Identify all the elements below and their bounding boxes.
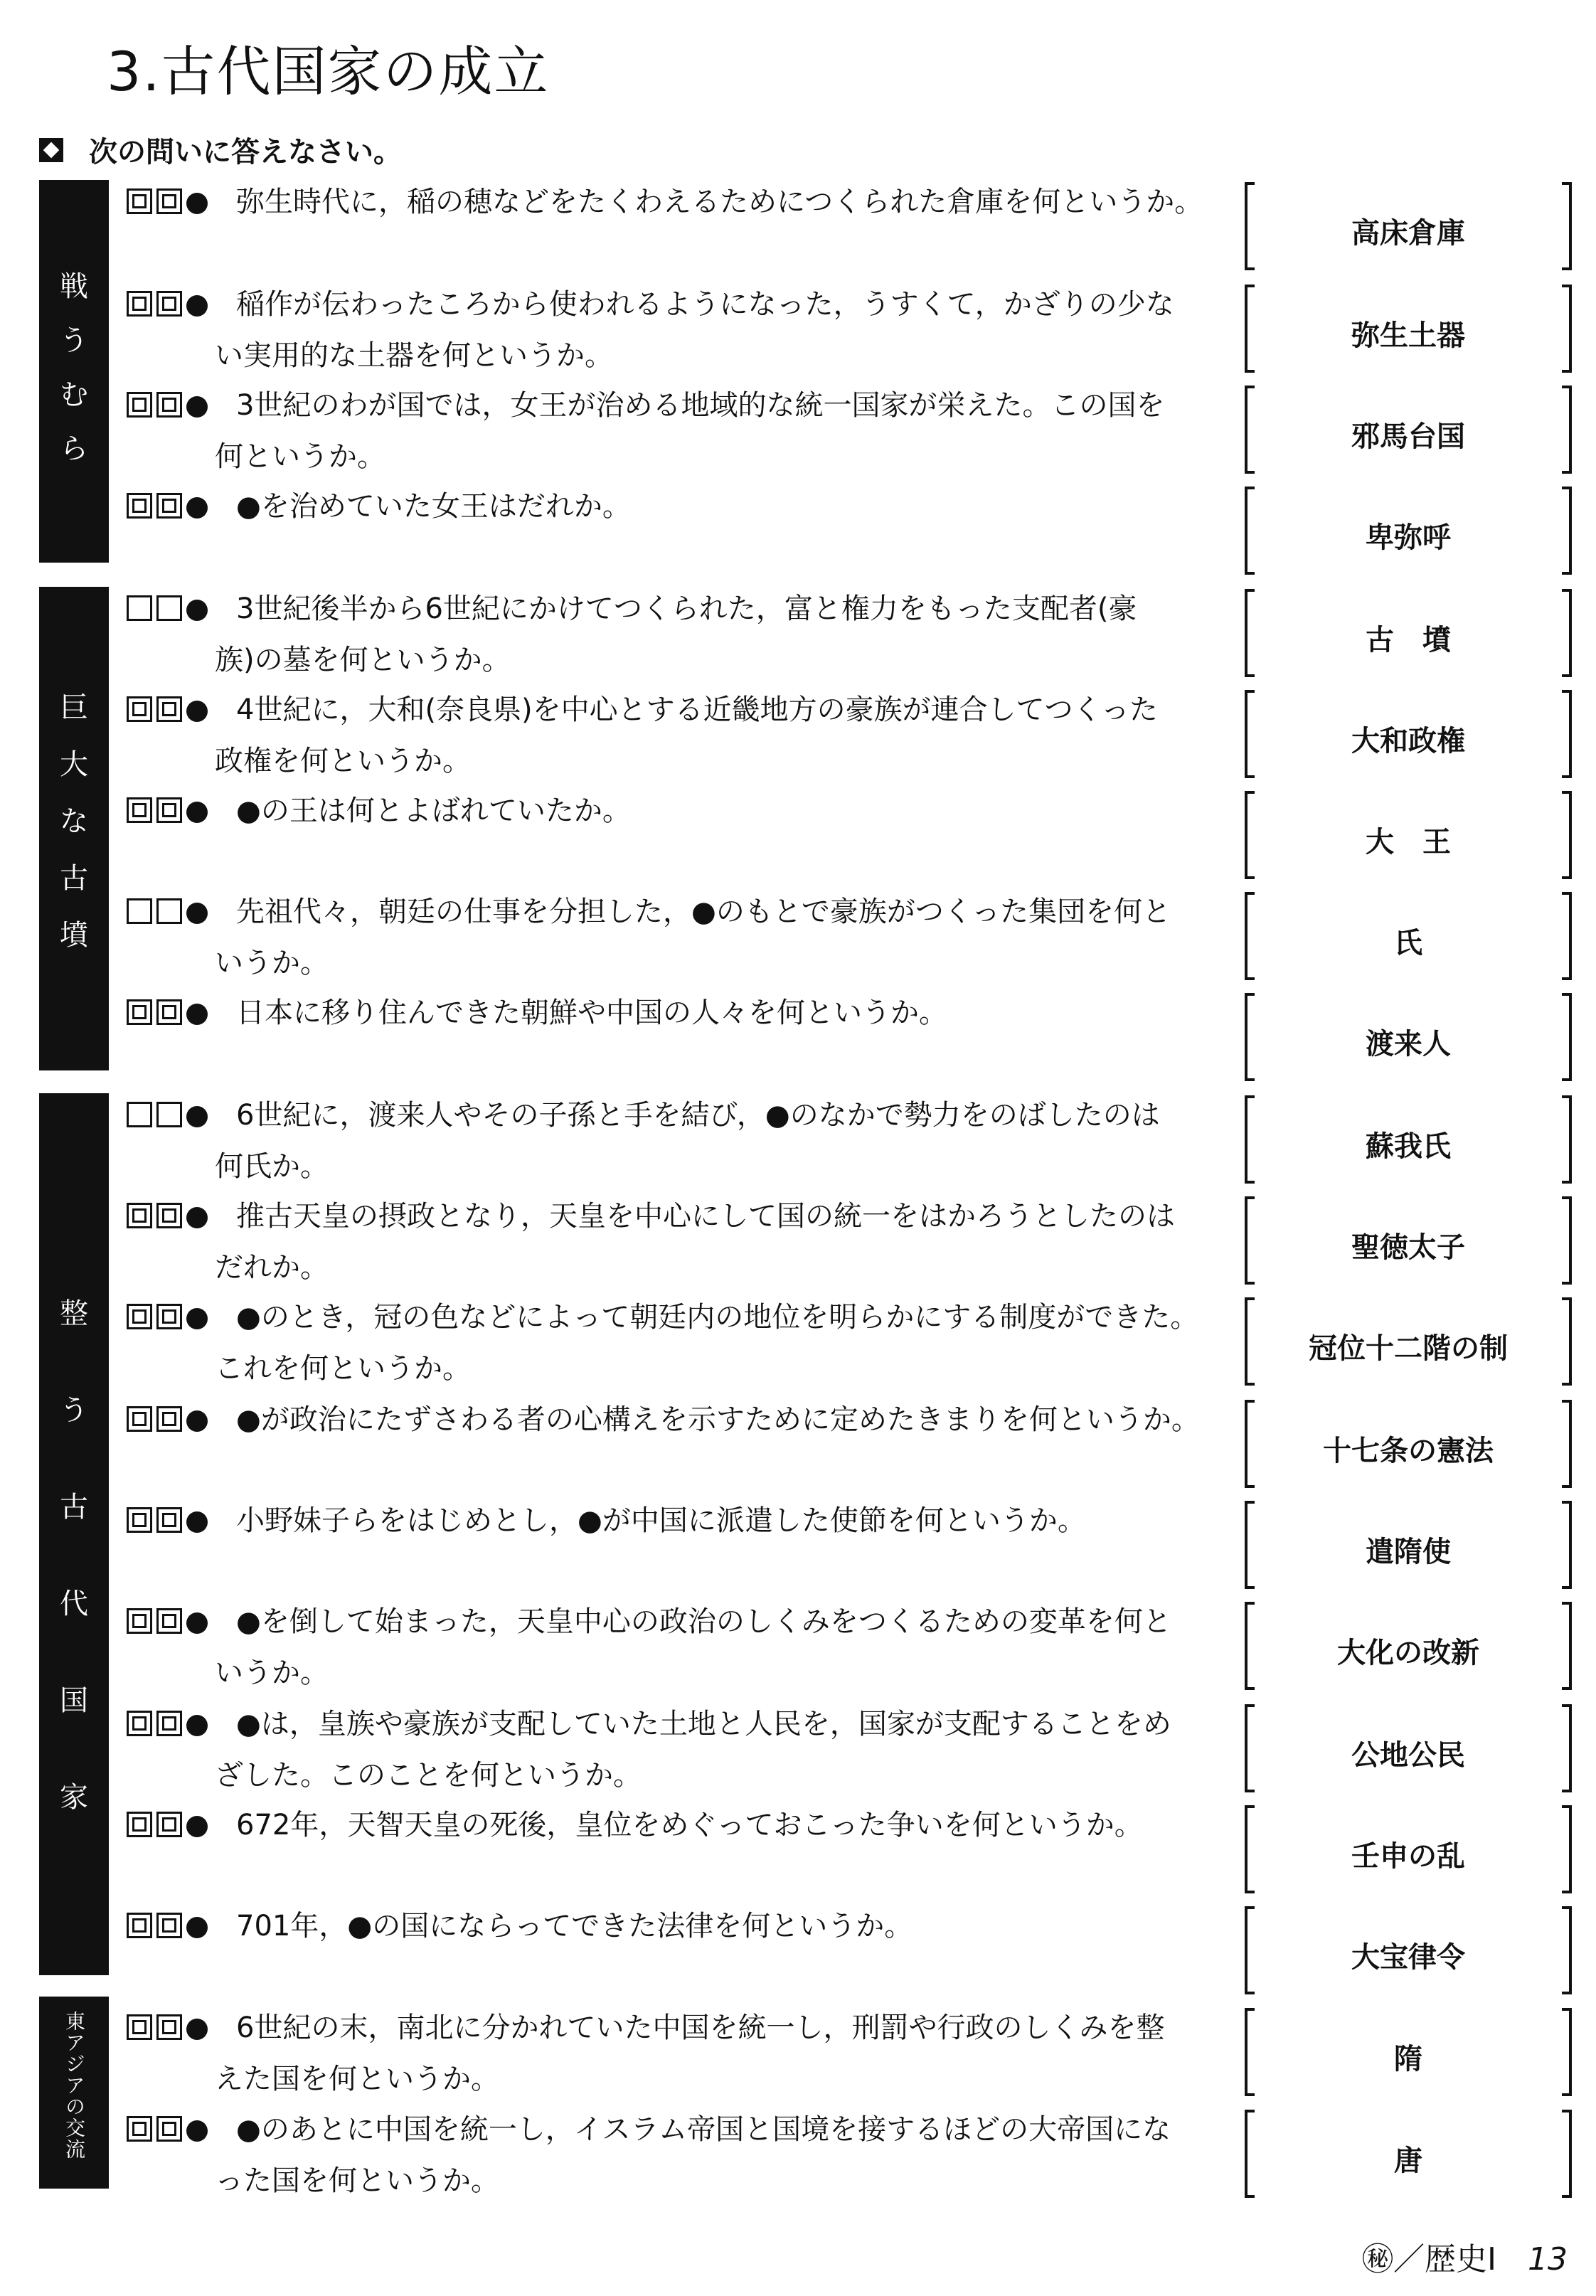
bracket-right: [1562, 386, 1572, 474]
answer-text: 隋: [1394, 2043, 1422, 2076]
checkbox-icon[interactable]: [156, 2116, 182, 2142]
question-text-continued: 何というか。: [215, 440, 385, 473]
question-7: [127, 785, 1243, 836]
question-14: [127, 1495, 1243, 1546]
answer-15: [1245, 1602, 1572, 1690]
answer-5: [1245, 589, 1572, 677]
bullet-icon: [186, 1106, 208, 1127]
question-15: [127, 1596, 1243, 1699]
question-text-continued: 族)の墓を何というか。: [215, 644, 511, 676]
answer-text: 蘇我氏: [1366, 1130, 1451, 1163]
question-3: [127, 380, 1243, 482]
checkbox-icon[interactable]: [156, 595, 182, 621]
checkbox-icon[interactable]: [156, 493, 182, 519]
checkbox-icon[interactable]: [156, 392, 182, 418]
answer-7: [1245, 791, 1572, 879]
question-text: 先祖代々，朝廷の仕事を分担した，●のもとで豪族がつくった集団を何と: [236, 895, 1171, 928]
answer-text: 大化の改新: [1337, 1637, 1479, 1669]
answer-17: [1245, 1805, 1572, 1893]
bracket-right: [1562, 1400, 1572, 1488]
question-16: [127, 1699, 1243, 1801]
bullet-icon: [186, 1917, 208, 1938]
checkbox-icon[interactable]: [127, 2014, 152, 2040]
question-8: [127, 886, 1243, 989]
answer-text: 唐: [1394, 2144, 1422, 2177]
answer-11: [1245, 1196, 1572, 1285]
answer-3: [1245, 386, 1572, 474]
question-text: 701年，●の国にならってできた法律を何というか。: [236, 1910, 913, 1942]
answer-text: 氏: [1394, 927, 1422, 960]
question-19: [127, 2002, 1243, 2105]
answer-18: [1245, 1906, 1572, 1994]
checkbox-icon[interactable]: [127, 392, 152, 418]
answer-20: [1245, 2110, 1572, 2198]
section-bar-1: 戦 う む ら: [39, 180, 109, 563]
bracket-right: [1562, 1095, 1572, 1184]
question-13: [127, 1394, 1243, 1445]
answer-text: 卑弥呼: [1366, 521, 1451, 554]
question-text: 3世紀後半から6世紀にかけてつくられた，富と権力をもった支配者(豪: [236, 592, 1137, 625]
question-text-continued: だれか。: [215, 1251, 329, 1284]
checkbox-icon[interactable]: [156, 291, 182, 317]
question-2: [127, 279, 1243, 381]
answer-14: [1245, 1501, 1572, 1589]
question-text-continued: 政権を何というか。: [215, 745, 471, 777]
answer-9: [1245, 993, 1572, 1081]
checkbox-icon[interactable]: [156, 1812, 182, 1837]
checkbox-icon[interactable]: [127, 1812, 152, 1837]
question-text-continued: い実用的な土器を何というか。: [215, 339, 613, 372]
bullet-icon: [186, 1207, 208, 1228]
question-17: [127, 1800, 1243, 1851]
checkbox-icon[interactable]: [156, 1507, 182, 1533]
answer-text: 大宝律令: [1351, 1941, 1465, 1974]
bracket-right: [1562, 1704, 1572, 1792]
checkbox-icon[interactable]: [127, 898, 152, 924]
answer-8: [1245, 892, 1572, 980]
answer-10: [1245, 1095, 1572, 1184]
question-text: ●のあとに中国を統一し，イスラム帝国と国境を接するほどの大帝国にな: [236, 2113, 1171, 2146]
section-bar-2: 巨 大 な 古 墳: [39, 587, 109, 1070]
question-20: [127, 2104, 1243, 2206]
answer-text: 十七条の憲法: [1323, 1435, 1494, 1467]
checkbox-icon[interactable]: [127, 291, 152, 317]
question-text-continued: いうか。: [215, 947, 329, 979]
checkbox-icon[interactable]: [156, 999, 182, 1025]
bullet-icon: [186, 1511, 208, 1533]
question-12: [127, 1292, 1243, 1394]
question-text: 弥生時代に，稲の穂などをたくわえるためにつくられた倉庫を何というか。: [236, 186, 1203, 218]
bracket-right: [1562, 1196, 1572, 1285]
answer-text: 渡来人: [1366, 1028, 1451, 1061]
question-text: 3世紀のわが国では，女王が治める地域的な統一国家が栄えた。この国を: [236, 389, 1165, 422]
checkbox-icon[interactable]: [127, 2116, 152, 2142]
question-11: [127, 1191, 1243, 1293]
checkbox-icon[interactable]: [127, 595, 152, 621]
answer-1: [1245, 182, 1572, 270]
bracket-right: [1562, 285, 1572, 373]
question-text: ●を倒して始まった，天皇中心の政治のしくみをつくるための変革を何と: [236, 1605, 1171, 1638]
bullet-icon: [186, 903, 208, 924]
checkbox-icon[interactable]: [127, 1203, 152, 1228]
question-text-continued: えた国を何というか。: [215, 2063, 499, 2095]
question-text-continued: 何氏か。: [215, 1150, 329, 1183]
bracket-right: [1562, 2110, 1572, 2198]
bullet-icon: [186, 701, 208, 722]
bracket-right: [1562, 2008, 1572, 2096]
bullet-icon: [186, 2120, 208, 2142]
answer-text: 古 墳: [1366, 624, 1451, 657]
instruction: [39, 129, 402, 170]
section-bar-4: 東アジアの交流: [39, 1997, 109, 2189]
answer-13: [1245, 1400, 1572, 1488]
answer-4: [1245, 487, 1572, 575]
bracket-right: [1562, 690, 1572, 778]
checkbox-icon[interactable]: [156, 1406, 182, 1432]
question-text: 稲作が伝わったころから使われるようになった，うすくて，かざりの少な: [236, 288, 1174, 321]
bracket-right: [1562, 182, 1572, 270]
bracket-right: [1562, 1906, 1572, 1994]
checkbox-icon[interactable]: [156, 797, 182, 823]
bullet-icon: [186, 1308, 208, 1329]
bracket-right: [1562, 487, 1572, 575]
checkbox-icon[interactable]: [127, 493, 152, 519]
checkbox-icon[interactable]: [127, 1507, 152, 1533]
question-text: 672年，天智天皇の死後，皇位をめぐっておこった争いを何というか。: [236, 1809, 1143, 1841]
instruction-text: 次の問いに答えなさい。: [89, 136, 402, 169]
checkbox-icon[interactable]: [156, 696, 182, 722]
checkbox-icon[interactable]: [127, 1913, 152, 1938]
bullet-icon: [186, 802, 208, 823]
bracket-right: [1562, 1501, 1572, 1589]
checkbox-icon[interactable]: [127, 999, 152, 1025]
question-5: [127, 583, 1243, 686]
question-text: 推古天皇の摂政となり，天皇を中心にして国の統一をはかろうとしたのは: [236, 1200, 1175, 1233]
answer-text: 冠位十二階の制: [1309, 1332, 1508, 1365]
bullet-icon: [186, 193, 208, 214]
checkbox-icon[interactable]: [156, 1203, 182, 1228]
bracket-right: [1562, 993, 1572, 1081]
bracket-right: [1562, 791, 1572, 879]
checkbox-icon[interactable]: [156, 1711, 182, 1736]
question-text: ●のとき，冠の色などによって朝廷内の地位を明らかにする制度ができた。: [236, 1301, 1199, 1334]
page-title: 3.古代国家の成立: [107, 40, 550, 103]
question-text-continued: ざした。このことを何というか。: [215, 1759, 642, 1792]
question-6: [127, 684, 1243, 787]
bracket-right: [1562, 892, 1572, 980]
checkbox-icon[interactable]: [127, 1608, 152, 1634]
bullet-icon: [186, 2019, 208, 2040]
page-number: 13: [1528, 2241, 1568, 2278]
checkbox-icon[interactable]: [156, 898, 182, 924]
page-footer: [1362, 2233, 1568, 2279]
question-text: ●を治めていた女王はだれか。: [236, 490, 631, 523]
bullet-icon: [186, 1612, 208, 1634]
footer-publisher: ㊙／歴史Ⅰ: [1362, 2241, 1496, 2278]
checkbox-icon[interactable]: [127, 797, 152, 823]
question-10: [127, 1090, 1243, 1192]
checkbox-icon[interactable]: [127, 1711, 152, 1736]
bullet-icon: [186, 1715, 208, 1736]
question-text: ●が政治にたずさわる者の心構えを示すために定めたきまりを何というか。: [236, 1403, 1200, 1436]
answer-19: [1245, 2008, 1572, 2096]
question-text: 6世紀に，渡来人やその子孫と手を結び，●のなかで勢力をのばしたのは: [236, 1099, 1160, 1132]
bracket-right: [1562, 1297, 1572, 1386]
bullet-icon: [186, 1004, 208, 1025]
bullet-icon: [186, 295, 208, 317]
answer-text: 聖徳太子: [1351, 1231, 1465, 1264]
answer-text: 弥生土器: [1351, 319, 1465, 352]
question-1: [127, 176, 1243, 228]
answer-16: [1245, 1704, 1572, 1792]
checkbox-icon[interactable]: [156, 2014, 182, 2040]
bracket-right: [1562, 589, 1572, 677]
checkbox-icon[interactable]: [156, 188, 182, 214]
answer-text: 大 王: [1366, 826, 1451, 859]
diamond-box-icon: [39, 138, 63, 162]
bracket-right: [1562, 1602, 1572, 1690]
question-18: [127, 1901, 1243, 1952]
answer-text: 壬申の乱: [1351, 1840, 1465, 1873]
answer-12: [1245, 1297, 1572, 1386]
checkbox-icon[interactable]: [127, 1304, 152, 1329]
question-text: 4世紀に，大和(奈良県)を中心とする近畿地方の豪族が連合してつくった: [236, 693, 1158, 726]
question-text-continued: これを何というか。: [215, 1352, 471, 1385]
question-text: 小野妹子らをはじめとし，●が中国に派遣した使節を何というか。: [236, 1504, 1086, 1537]
bullet-icon: [186, 396, 208, 418]
section-bar-3: 整 う 古 代 国 家: [39, 1093, 109, 1975]
question-4: [127, 481, 1243, 532]
checkbox-icon[interactable]: [156, 1913, 182, 1938]
checkbox-icon[interactable]: [127, 188, 152, 214]
answer-text: 邪馬台国: [1351, 420, 1465, 453]
question-text: 6世紀の末，南北に分かれていた中国を統一し，刑罰や行政のしくみを整: [236, 2011, 1165, 2044]
bracket-right: [1562, 1805, 1572, 1893]
checkbox-icon[interactable]: [127, 1406, 152, 1432]
checkbox-icon[interactable]: [156, 1304, 182, 1329]
question-text-continued: いうか。: [215, 1657, 329, 1689]
answer-text: 遣隋使: [1366, 1536, 1451, 1568]
question-text-continued: った国を何というか。: [215, 2164, 499, 2197]
answer-text: 大和政権: [1351, 725, 1465, 758]
bullet-icon: [186, 497, 208, 519]
checkbox-icon[interactable]: [127, 1102, 152, 1127]
bullet-icon: [186, 600, 208, 621]
answer-2: [1245, 285, 1572, 373]
bullet-icon: [186, 1816, 208, 1837]
checkbox-icon[interactable]: [156, 1102, 182, 1127]
question-text: 日本に移り住んできた朝鮮や中国の人々を何というか。: [236, 996, 947, 1029]
question-text: ●は，皇族や豪族が支配していた土地と人民を，国家が支配することをめ: [236, 1708, 1171, 1740]
checkbox-icon[interactable]: [156, 1608, 182, 1634]
answer-text: 高床倉庫: [1351, 217, 1465, 250]
checkbox-icon[interactable]: [127, 696, 152, 722]
bullet-icon: [186, 1410, 208, 1432]
answer-6: [1245, 690, 1572, 778]
question-9: [127, 987, 1243, 1038]
question-text: ●の王は何とよばれていたか。: [236, 794, 631, 827]
answer-text: 公地公民: [1351, 1739, 1465, 1772]
